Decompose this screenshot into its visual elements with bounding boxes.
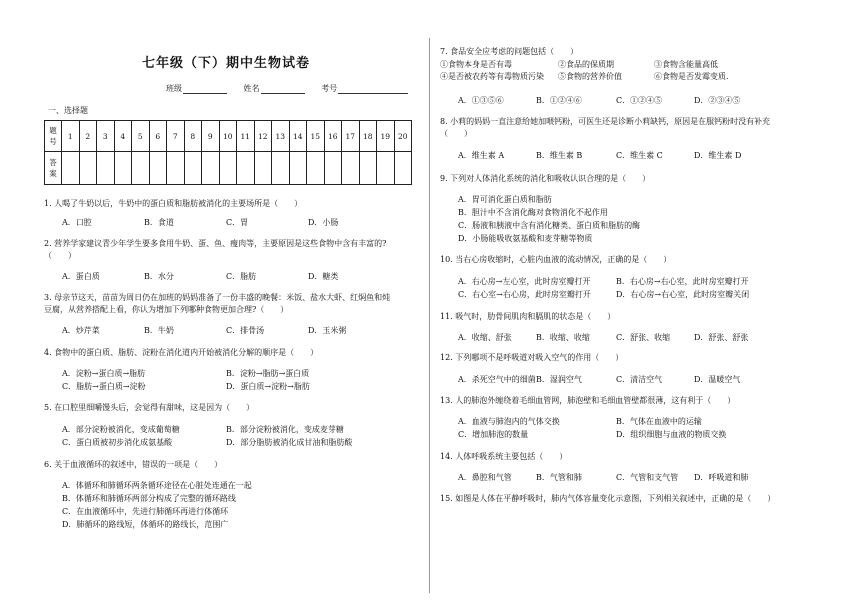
answer-cell[interactable] xyxy=(237,152,255,185)
item: ②食品的保质期 xyxy=(558,60,614,69)
question-5: 5. 在口腔里细嚼馒头后，会觉得有甜味，这是因为（ ） xyxy=(44,403,255,412)
question-number-cell: 3 xyxy=(97,121,115,152)
option[interactable]: A．右心房→左心室，此时房室瓣打开 xyxy=(458,277,591,286)
question-7: 7. 食品安全应考虑的问题包括（ ） xyxy=(440,47,579,56)
question-3: 3. 母亲节这天，苗苗为周日仍在加班的妈妈准备了一份丰盛的晚餐：米饭、盐水大虾、红焖鱼和炖 xyxy=(44,293,391,302)
question-9: 9. 下列对人体消化系统的消化和吸收认识合理的是（ ） xyxy=(440,174,651,183)
answer-cell[interactable] xyxy=(289,152,307,185)
question-11: 11. 吸气时，肋骨间肌肉和膈肌的状态是（ ） xyxy=(440,312,616,321)
answer-cell[interactable] xyxy=(359,152,377,185)
question-2-cont: （ ） xyxy=(44,251,76,260)
question-10: 10. 当右心房收缩时，心脏内血液的流动情况，正确的是（ ） xyxy=(440,255,672,264)
question-number-cell: 10 xyxy=(219,121,237,152)
question-number-cell: 15 xyxy=(307,121,325,152)
option[interactable]: C．增加肺泡的数量 xyxy=(458,430,529,439)
option[interactable]: D．肺循环的路线短，体循环的路线长，范围广 xyxy=(62,520,229,529)
question-14: 14. 人体呼吸系统主要包括（ ） xyxy=(440,452,568,461)
option[interactable]: C．清洁空气 xyxy=(616,375,663,384)
option[interactable]: A．血液与肺泡内的气体交换 xyxy=(458,417,560,426)
answer-cell[interactable] xyxy=(324,152,342,185)
option[interactable]: D．组织细胞与血液的物质交换 xyxy=(616,430,727,439)
answer-cell[interactable] xyxy=(307,152,325,185)
option[interactable]: A．口腔 xyxy=(62,218,92,227)
option[interactable]: B．食道 xyxy=(144,218,174,227)
option[interactable]: D．小肠 xyxy=(308,218,339,227)
option[interactable]: C．维生素 C xyxy=(616,151,663,160)
option[interactable]: C．右心室→右心房，此时房室瓣打开 xyxy=(458,290,591,299)
option[interactable]: C．脂肪→蛋白质→淀粉 xyxy=(62,382,146,391)
option[interactable]: A．胃可消化蛋白质和脂肪 xyxy=(458,195,552,204)
student-info xyxy=(166,83,422,94)
option[interactable]: D．右心房→右心室，此时房室瓣关闭 xyxy=(616,290,750,299)
option[interactable]: D．部分脂肪被消化成甘油和脂肪酸 xyxy=(226,438,353,447)
question-13: 13. 人的肺泡外缠绕着毛细血管网，肺泡壁和毛细血管壁都很薄，这有利于（ ） xyxy=(440,396,736,405)
option[interactable]: A．淀粉→蛋白质→脂肪 xyxy=(62,369,146,378)
option[interactable]: C．蛋白质被初步消化成氨基酸 xyxy=(62,438,173,447)
option[interactable]: B．①②④⑥ xyxy=(536,96,582,105)
question-number-cell: 7 xyxy=(167,121,185,152)
option[interactable]: C．肠液和胰液中含有消化糖类、蛋白质和脂肪的酶 xyxy=(458,221,641,230)
question-2: 2. 营养学家建议青少年学生要多食用牛奶、蛋、鱼、瘦肉等，主要原因是这些食物中含有丰富的? xyxy=(44,239,387,248)
option[interactable]: B．体循环和肺循环两部分构成了完整的循环路线 xyxy=(62,494,236,503)
number-blank[interactable] xyxy=(338,85,408,94)
answer-cell[interactable] xyxy=(202,152,220,185)
option[interactable]: D．蛋白质→淀粉→脂肪 xyxy=(226,382,310,391)
option[interactable]: B．淀粉→脂肪→蛋白质 xyxy=(226,369,310,378)
answer-cell[interactable] xyxy=(114,152,132,185)
option[interactable]: B．维生素 B xyxy=(536,151,583,160)
question-number-cell: 18 xyxy=(359,121,377,152)
question-1: 1. 人喝了牛奶以后，牛奶中的蛋白质和脂肪被消化的主要场所是（ ） xyxy=(44,199,303,208)
option[interactable]: D．呼吸道和肺 xyxy=(694,473,749,482)
question-number-cell: 17 xyxy=(342,121,360,152)
option[interactable]: C．在血液循环中，先进行肺循环再进行体循环 xyxy=(62,507,229,516)
option[interactable]: B．水分 xyxy=(144,272,174,281)
option[interactable]: C．舒张、收缩 xyxy=(616,333,671,342)
option[interactable]: B．湿润空气 xyxy=(536,375,582,384)
name-label: 姓名 xyxy=(243,84,260,93)
option[interactable]: B．部分淀粉被消化，变成麦芽糖 xyxy=(226,425,344,434)
option[interactable]: B．气体在血液中的运输 xyxy=(616,417,702,426)
option[interactable]: A．维生素 A xyxy=(458,151,505,160)
question-number-cell: 2 xyxy=(79,121,97,152)
answer-cell[interactable] xyxy=(149,152,167,185)
question-15: 15. 如图是人体在平静呼吸时，肺内气体容量变化示意图，下列相关叙述中，正确的是（ ） xyxy=(440,494,776,503)
answer-cell[interactable] xyxy=(184,152,202,185)
answer-cell[interactable] xyxy=(132,152,150,185)
option[interactable]: D．小肠能吸收氨基酸和麦芽糖等物质 xyxy=(458,234,593,243)
class-label: 班级 xyxy=(166,84,182,93)
question-number-cell: 6 xyxy=(149,121,167,152)
answer-table-answer-header: 答案 xyxy=(45,152,62,185)
question-number-cell: 5 xyxy=(132,121,150,152)
answer-cell[interactable] xyxy=(377,152,395,185)
question-number-cell: 19 xyxy=(377,121,395,152)
option[interactable]: C．气管和支气管 xyxy=(616,473,679,482)
question-number-cell: 14 xyxy=(289,121,307,152)
option[interactable]: D．糖类 xyxy=(308,272,339,281)
item: ④是否被农药等有毒物质污染 xyxy=(440,72,544,81)
question-number-cell: 16 xyxy=(324,121,342,152)
question-number-cell: 4 xyxy=(114,121,132,152)
option[interactable]: A．收缩、舒张 xyxy=(458,333,512,342)
option[interactable]: B．右心房→右心室，此时房室瓣打开 xyxy=(616,277,749,286)
item: ⑥食物是否发霉变质. xyxy=(654,72,729,81)
question-4: 4. 食物中的蛋白质、脂肪、淀粉在消化道内开始被消化分解的顺序是（ ） xyxy=(44,348,319,357)
question-6: 6. 关于血液循环的叙述中，错误的一项是（ ） xyxy=(44,460,223,469)
option[interactable]: D．维生素 D xyxy=(694,151,742,160)
option[interactable]: B．牛奶 xyxy=(144,326,174,335)
item: ①食物本身是否有毒 xyxy=(440,60,512,69)
option[interactable]: D．温暖空气 xyxy=(694,375,741,384)
question-8-cont: （ ） xyxy=(440,129,472,138)
option[interactable]: A．杀死空气中的细菌 xyxy=(458,375,536,384)
answer-cell[interactable] xyxy=(97,152,115,185)
answer-cell[interactable] xyxy=(62,152,80,185)
question-8: 8. 小莉的妈妈一直注意给她加喂钙粉，可医生还是诊断小莉缺钙，原因是在服钙粉时没有补充 xyxy=(440,117,771,126)
item: ③食物含能量高低 xyxy=(654,60,718,69)
option[interactable]: A．①③⑤⑥ xyxy=(458,96,504,105)
page-title: 七年级（下）期中生物试卷 xyxy=(142,56,311,71)
section-heading: 一、选择题 xyxy=(48,106,88,115)
answer-table xyxy=(44,120,412,185)
answer-cell[interactable] xyxy=(394,152,412,185)
item: ⑤食物的营养价值 xyxy=(558,72,622,81)
question-number-cell: 13 xyxy=(272,121,290,152)
question-number-cell: 20 xyxy=(394,121,412,152)
answer-table-number-header: 题号 xyxy=(45,121,62,152)
class-blank[interactable] xyxy=(183,85,227,94)
option[interactable]: C．排骨汤 xyxy=(226,326,265,335)
question-number-cell: 9 xyxy=(202,121,220,152)
answer-cell[interactable] xyxy=(254,152,272,185)
option[interactable]: A．蛋白质 xyxy=(62,272,100,281)
question-number-cell: 11 xyxy=(237,121,255,152)
question-number-cell: 8 xyxy=(184,121,202,152)
question-number-cell: 1 xyxy=(62,121,80,152)
column-divider xyxy=(429,38,430,593)
question-12: 12. 下列哪项不是呼吸道对吸入空气的作用（ ） xyxy=(440,353,624,362)
option[interactable]: D．舒张、舒张 xyxy=(694,333,749,342)
answer-cell[interactable] xyxy=(219,152,237,185)
option[interactable]: A．体循环和肺循环两条循环途径在心脏处连通在一起 xyxy=(62,481,252,490)
question-number-cell: 12 xyxy=(254,121,272,152)
number-label: 考号 xyxy=(321,84,338,93)
option[interactable]: A．部分淀粉被消化，变成葡萄糖 xyxy=(62,425,180,434)
option[interactable]: B．气管和肺 xyxy=(536,473,582,482)
option[interactable]: A．鼻腔和气管 xyxy=(458,473,512,482)
option[interactable]: A．炒芹菜 xyxy=(62,326,100,335)
name-blank[interactable] xyxy=(261,85,305,94)
option[interactable]: C．胃 xyxy=(226,218,249,227)
answer-cell[interactable] xyxy=(342,152,360,185)
answer-cell[interactable] xyxy=(167,152,185,185)
option[interactable]: C．①②④⑤ xyxy=(616,96,663,105)
option[interactable]: B．收缩、收缩 xyxy=(536,333,590,342)
option[interactable]: D．②③④⑤ xyxy=(694,96,741,105)
question-3-cont: 豆腐，从营养搭配上看，你认为增加下列哪种食物更加合理?（ ） xyxy=(44,305,289,314)
option[interactable]: D．玉米粥 xyxy=(308,326,347,335)
answer-cell[interactable] xyxy=(272,152,290,185)
option[interactable]: B．胆汁中不含消化酶对食物消化不起作用 xyxy=(458,208,608,217)
option[interactable]: C．脂肪 xyxy=(226,272,257,281)
answer-cell[interactable] xyxy=(79,152,97,185)
